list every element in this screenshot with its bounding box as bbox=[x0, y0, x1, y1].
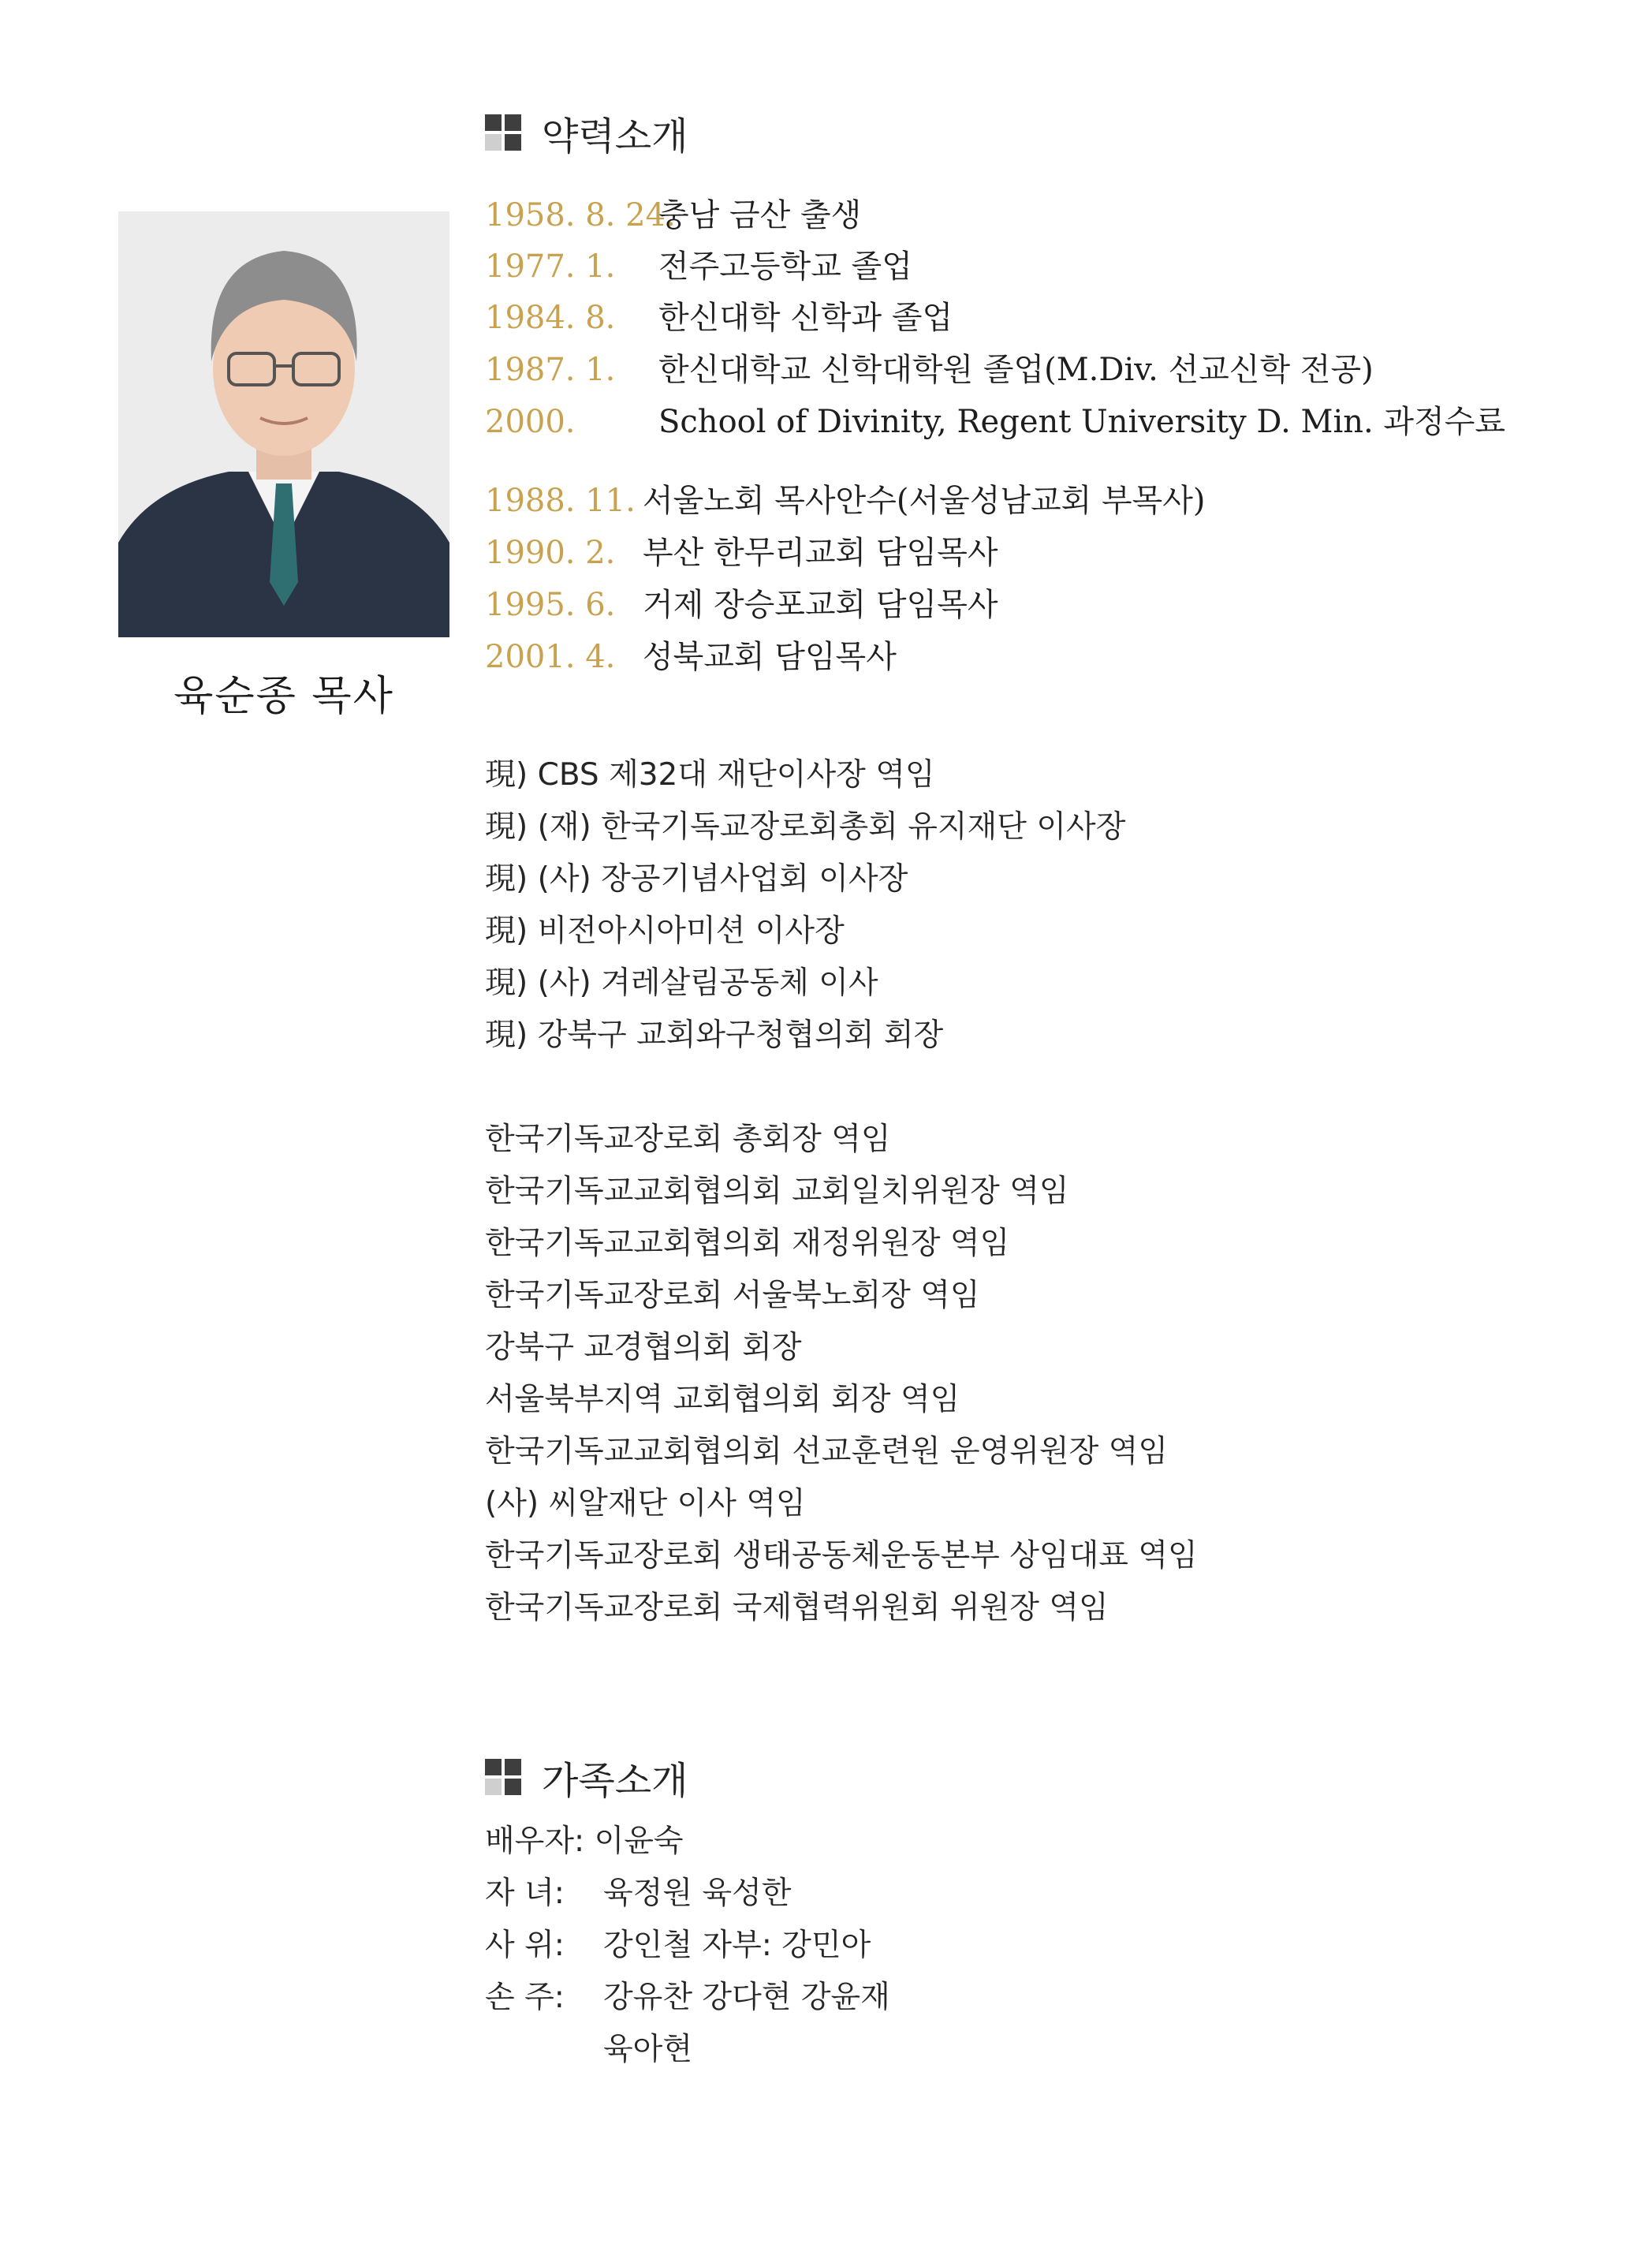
current-role-item: 現) 강북구 교회와구청협의회 회장 bbox=[485, 1017, 944, 1053]
family-section-header bbox=[485, 1749, 688, 1805]
career-text: 부산 한무리교회 담임목사 bbox=[643, 535, 998, 571]
family-value: 육아현 bbox=[603, 2032, 693, 2067]
career-text: 성북교회 담임목사 bbox=[643, 639, 897, 675]
family-section-title: 가족소개 bbox=[542, 1758, 688, 1803]
education-date: 1977. 1. bbox=[485, 248, 616, 285]
past-role-item: 한국기독교장로회 서울북노회장 역임 bbox=[485, 1278, 980, 1313]
past-role-item: 한국기독교교회협의회 재정위원장 역임 bbox=[485, 1226, 1010, 1261]
family-row bbox=[485, 1972, 890, 2024]
past-role-item: 한국기독교장로회 총회장 역임 bbox=[485, 1122, 891, 1157]
person-name: 육순종 목사 bbox=[173, 673, 394, 720]
education-text: 한신대학 신학과 졸업 bbox=[658, 300, 953, 336]
current-role-item: 現) (재) 한국기독교장로회총회 유지재단 이사장 bbox=[485, 809, 1126, 845]
portrait-photo bbox=[118, 211, 449, 637]
past-role-item: 한국기독교교회협의회 교회일치위원장 역임 bbox=[485, 1174, 1069, 1209]
career-item bbox=[485, 631, 897, 683]
section-bullet-icon bbox=[485, 1759, 521, 1795]
career-text: 서울노회 목사안수(서울성남교회 부목사) bbox=[643, 483, 1206, 519]
past-role-item: 한국기독교장로회 국제협력위원회 위원장 역임 bbox=[485, 1590, 1109, 1626]
education-date: 2000. bbox=[485, 404, 576, 440]
profile-section-title: 약력소개 bbox=[542, 114, 688, 159]
current-role-item: 現) CBS 제32대 재단이사장 역임 bbox=[485, 757, 935, 793]
past-role-item: 서울북부지역 교회협의회 회장 역임 bbox=[485, 1382, 960, 1417]
family-value: 이윤숙 bbox=[594, 1824, 684, 1859]
education-text: School of Divinity, Regent University D. Min. 과정수료 bbox=[658, 404, 1505, 440]
family-value: 강유찬 강다현 강윤재 bbox=[603, 1980, 890, 2015]
education-item bbox=[485, 344, 1374, 396]
family-value: 강인철 자부: 강민아 bbox=[603, 1928, 871, 1963]
past-role-item: (사) 씨알재단 이사 역임 bbox=[485, 1486, 806, 1521]
education-text: 전주고등학교 졸업 bbox=[658, 248, 912, 285]
family-label: 자 녀: bbox=[485, 1876, 565, 1911]
career-date: 1995. 6. bbox=[485, 587, 616, 623]
career-item bbox=[485, 579, 998, 631]
career-item bbox=[485, 527, 998, 579]
education-text: 한신대학교 신학대학원 졸업(M.Div. 선교신학 전공) bbox=[658, 352, 1374, 388]
family-value: 육정원 육성한 bbox=[603, 1876, 792, 1911]
family-row bbox=[485, 1816, 684, 1868]
family-label: 사 위: bbox=[485, 1928, 565, 1963]
education-text: 충남 금산 출생 bbox=[658, 197, 862, 233]
career-text: 거제 장승포교회 담임목사 bbox=[643, 587, 998, 623]
family-row bbox=[485, 1868, 791, 1920]
past-role-item: 한국기독교교회협의회 선교훈련원 운영위원장 역임 bbox=[485, 1434, 1169, 1469]
education-date: 1958. 8. 24. bbox=[485, 197, 676, 233]
profile-section-header bbox=[485, 105, 688, 160]
career-item bbox=[485, 475, 1206, 527]
family-row bbox=[485, 1920, 871, 1972]
education-item bbox=[485, 241, 912, 293]
education-item bbox=[485, 189, 861, 241]
current-role-item: 現) 비전아시아미션 이사장 bbox=[485, 913, 845, 949]
family-row bbox=[485, 2024, 692, 2076]
education-item bbox=[485, 292, 953, 344]
career-date: 1988. 11. bbox=[485, 483, 636, 519]
past-role-item: 한국기독교장로회 생태공동체운동본부 상임대표 역임 bbox=[485, 1538, 1198, 1573]
section-bullet-icon bbox=[485, 114, 521, 151]
education-date: 1984. 8. bbox=[485, 300, 616, 336]
career-date: 2001. 4. bbox=[485, 639, 616, 675]
career-date: 1990. 2. bbox=[485, 535, 616, 571]
past-role-item: 강북구 교경협의회 회장 bbox=[485, 1330, 802, 1365]
current-role-item: 現) (사) 겨레살림공동체 이사 bbox=[485, 965, 878, 1001]
education-date: 1987. 1. bbox=[485, 352, 616, 388]
current-role-item: 現) (사) 장공기념사업회 이사장 bbox=[485, 861, 908, 897]
education-item bbox=[485, 396, 1505, 448]
family-label: 배우자: bbox=[485, 1824, 585, 1859]
family-label: 손 주: bbox=[485, 1980, 565, 2015]
